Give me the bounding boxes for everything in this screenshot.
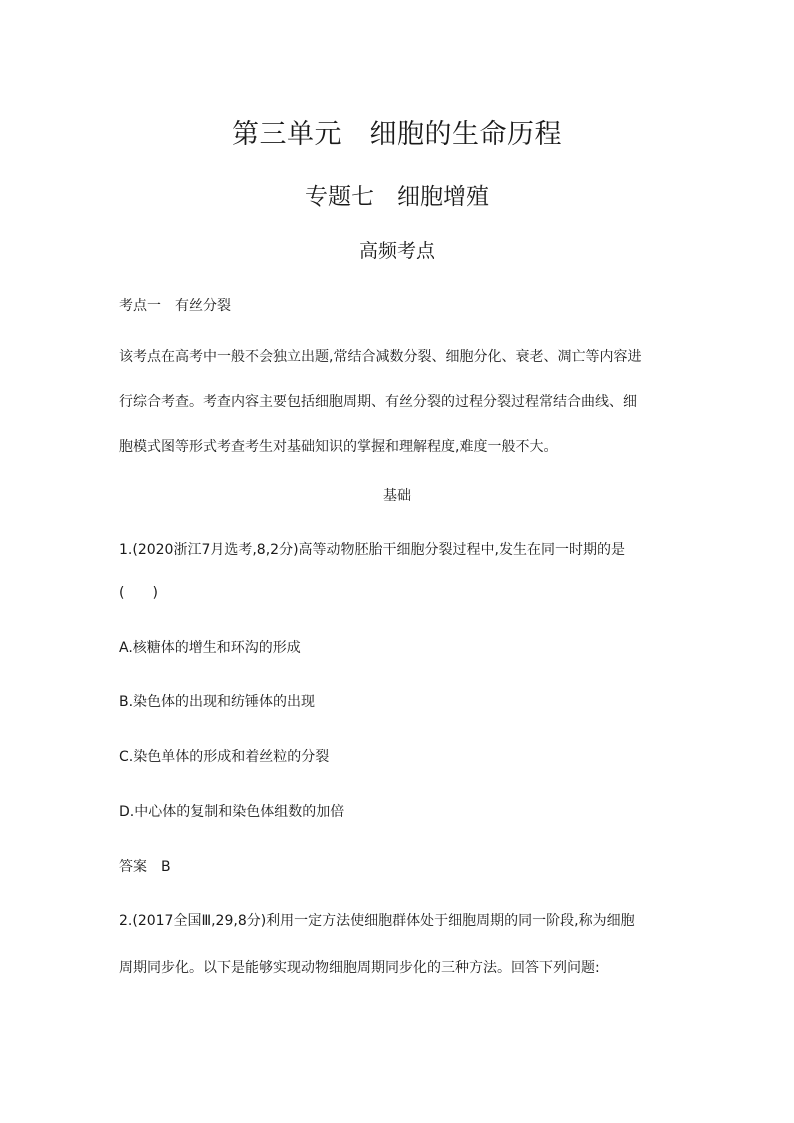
intro-line-2: 行综合考查。考查内容主要包括细胞周期、有丝分裂的过程分裂过程常结合曲线、细	[119, 394, 637, 410]
unit-title: 第三单元 细胞的生命历程	[232, 119, 562, 150]
q1-option-d: D.中心体的复制和染色体组数的加倍	[119, 804, 345, 820]
q2-line-2: 周期同步化。以下是能够实现动物细胞周期同步化的三种方法。回答下列问题:	[119, 960, 600, 976]
q1-answer: 答案 B	[119, 859, 171, 875]
topic-title: 专题七 细胞增殖	[305, 184, 489, 210]
q1-option-a: A.核糖体的增生和环沟的形成	[119, 640, 301, 656]
q2-line-1: 2.(2017全国Ⅲ,29,8分)利用一定方法使细胞群体处于细胞周期的同一阶段,称为细胞	[119, 913, 635, 929]
q1-option-c: C.染色单体的形成和着丝粒的分裂	[119, 749, 330, 765]
kaodian-heading: 考点一 有丝分裂	[119, 298, 231, 314]
section-title: 高频考点	[358, 240, 435, 262]
level-label: 基础	[383, 488, 411, 504]
q1-option-b: B.染色体的出现和纺锤体的出现	[119, 694, 316, 710]
q1-stem-line-2: ( )	[119, 585, 158, 601]
intro-line-3: 胞模式图等形式考查考生对基础知识的掌握和理解程度,难度一般不大。	[119, 439, 558, 455]
intro-line-1: 该考点在高考中一般不会独立出题,常结合减数分裂、细胞分化、衰老、凋亡等内容进	[119, 349, 642, 365]
q1-stem-line-1: 1.(2020浙江7月选考,8,2分)高等动物胚胎干细胞分裂过程中,发生在同一时期的是	[119, 542, 625, 558]
